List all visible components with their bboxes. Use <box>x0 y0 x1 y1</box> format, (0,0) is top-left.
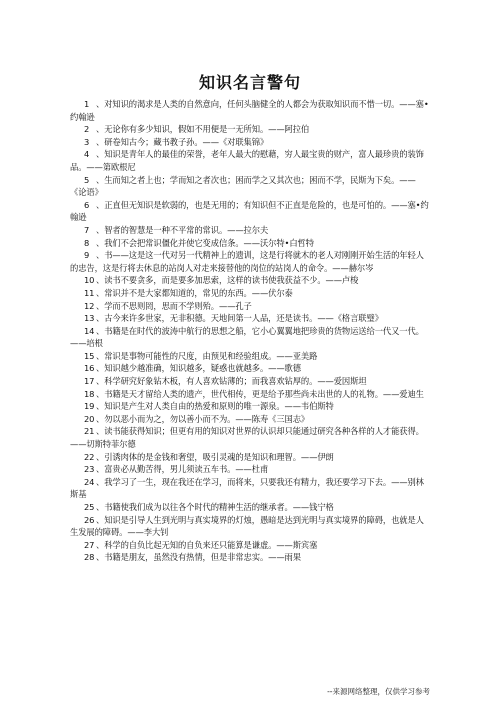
quote-number: 24 <box>84 476 95 487</box>
quote-number: 21 <box>84 426 95 437</box>
quote-text: 、学而不思则罔，思而不学则殆。——孔子 <box>96 300 252 311</box>
quote-text: 、科学的自负比起无知的自负来还只能算是谦虚。——斯宾塞 <box>96 539 318 550</box>
quote-item <box>70 249 432 274</box>
quote-number: 6 <box>84 199 90 210</box>
quote-number: 2 <box>84 124 90 135</box>
quote-text: 、研卷知古今；藏书教子孙。——《对联集锦》 <box>96 136 269 147</box>
quote-number: 1 <box>84 99 90 109</box>
quote-item <box>70 400 432 413</box>
quote-number: 7 <box>84 224 90 235</box>
quote-number: 20 <box>84 413 95 424</box>
quote-text: 、正直但无知识是软弱的，也是无用的；有知识但不正直是危险的，也是可怕的。——塞•约翰逊 <box>70 199 429 223</box>
quote-text: 、知识是引导人生到光明与真实境界的灯烛，愚暗是达到光明与真实境界的障碍，也就是人生发展的障碍。——李大钊 <box>70 514 424 538</box>
quote-item <box>70 388 432 401</box>
quote-number: 16 <box>84 363 95 374</box>
quote-text: 、书籍是天才留给人类的遗产，世代相传，更是给予那些尚未出世的人的礼物。——爱迪生 <box>96 388 424 399</box>
quote-number: 4 <box>84 149 90 160</box>
quote-item <box>70 199 432 224</box>
quote-text: 、知识是青年人的最佳的荣誉，老年人最大的慰藉，穷人最宝贵的财产，富人最珍贵的装饰品。——第欧根尼 <box>70 149 424 172</box>
quote-item <box>70 501 432 514</box>
quote-item <box>70 174 432 199</box>
quote-number: 23 <box>84 464 95 475</box>
quote-text: 、古今来许多世家，无非积德。天地间第一人品，还是读书。——《格言联璧》 <box>96 313 383 324</box>
quote-list <box>70 98 432 564</box>
quote-item <box>70 425 432 450</box>
quote-text: 、知识是产生对人类自由的热爱和原则的唯一源泉。——韦伯斯特 <box>96 401 334 412</box>
quote-item <box>70 362 432 375</box>
quote-item <box>70 300 432 313</box>
quote-item <box>70 539 432 552</box>
quote-text: 、书——这是这一代对另一代精神上的遗训，这是行将就木的老人对刚刚开始生活的年轻人的忠告，这是行将去休息的站岗人对走来接替他的岗位的站岗人的命令。——赫尔岑 <box>70 250 424 273</box>
quote-item <box>70 476 432 501</box>
quote-text: 、读书能获得知识；但更有用的知识对世界的认识却只能通过研究各种各样的人才能获得。——切斯特菲尔德 <box>70 426 424 450</box>
quote-number: 25 <box>84 502 95 512</box>
quote-number: 11 <box>84 287 95 298</box>
quote-number: 9 <box>84 250 90 261</box>
quote-number: 17 <box>84 376 95 387</box>
quote-number: 22 <box>84 451 95 462</box>
quote-text: 、常识是事物可能性的尺度，由预见和经验组成。——亚美路 <box>96 350 318 361</box>
quote-item <box>70 312 432 325</box>
quote-text: 、书籍是朋友，虽然没有热情，但是非常忠实。——雨果 <box>96 552 301 563</box>
quote-item <box>70 451 432 464</box>
quote-text: 、我学习了一生，现在我还在学习，而将来，只要我还有精力，我还要学习下去。——别林斯基 <box>70 476 424 500</box>
quote-number: 26 <box>84 514 95 525</box>
quote-text: 、读书不要贪多，而是要多加思索，这样的读书使我获益不少。——卢梭 <box>96 275 359 286</box>
quote-item <box>70 514 432 539</box>
quote-item <box>70 98 432 123</box>
quote-text: 、引诱肉体的是金钱和奢望，吸引灵魂的是知识和理智。——伊朗 <box>96 451 334 462</box>
quote-number: 8 <box>84 237 90 248</box>
quote-text: 、无论你有多少知识，假如不用便是一无所知。——阿拉伯 <box>96 124 310 135</box>
page-title: 知识名言警句 <box>198 73 301 92</box>
quote-item <box>70 551 432 564</box>
footer-note: --来源网络整理，仅供学习参考 <box>327 687 430 696</box>
quote-number: 18 <box>84 388 95 399</box>
quote-item <box>70 148 432 173</box>
quote-item <box>70 375 432 388</box>
quote-number: 14 <box>84 325 95 336</box>
quote-item <box>70 350 432 363</box>
quote-number: 12 <box>84 300 95 311</box>
quote-number: 27 <box>84 539 95 550</box>
quote-item <box>70 136 432 149</box>
quote-item <box>70 413 432 426</box>
quote-number: 19 <box>84 401 95 412</box>
quote-item <box>70 224 432 237</box>
quote-number: 15 <box>84 350 95 361</box>
quote-number: 5 <box>84 174 90 185</box>
quote-text: 、智者的智慧是一种不平常的常识。——拉尔夫 <box>96 224 269 235</box>
quote-text: 、勿以恶小而为之，勿以善小而不为。——陈寿《三国志》 <box>96 413 310 424</box>
quote-text: 、对知识的渴求是人类的自然意向，任何头脑健全的人都会为获取知识而不惜一切。——塞•约翰逊 <box>70 99 429 122</box>
quote-number: 13 <box>84 313 95 324</box>
quote-text: 、常识并不是大家都知道的，常见的东西。——伏尔泰 <box>96 287 293 298</box>
quote-item <box>70 123 432 136</box>
quote-text: 、生而知之者上也；学而知之者次也；困而学之又其次也；困而不学，民斯为下矣。——《论语》 <box>70 174 416 198</box>
quote-text: 、书籍使我们成为以往各个时代的精神生活的继承者。——钱宁格 <box>96 502 334 512</box>
quote-item <box>70 287 432 300</box>
quote-number: 28 <box>84 552 95 563</box>
quote-item <box>70 237 432 250</box>
quote-text: 、我们不会把常识僵化并使它变成信条。——沃尔特•白哲特 <box>96 237 314 248</box>
quote-number: 3 <box>84 136 90 147</box>
quote-text: 、富贵必从勤苦得，男儿须读五车书。——杜甫 <box>96 464 269 475</box>
quote-item <box>70 274 432 287</box>
quote-text: 、科学研究好象钻木板，有人喜欢钻薄的；而我喜欢钻厚的。——爱因斯坦 <box>96 376 367 387</box>
quote-item <box>70 463 432 476</box>
quote-item <box>70 325 432 350</box>
quote-text: 、书籍是在时代的波涛中航行的思想之船，它小心翼翼地把珍贵的货物运送给一代又一代。——培根 <box>70 325 424 349</box>
quote-number: 10 <box>84 275 95 286</box>
quote-text: 、知识越少越准确，知识越多，疑惑也就越多。——歌德 <box>96 363 301 374</box>
